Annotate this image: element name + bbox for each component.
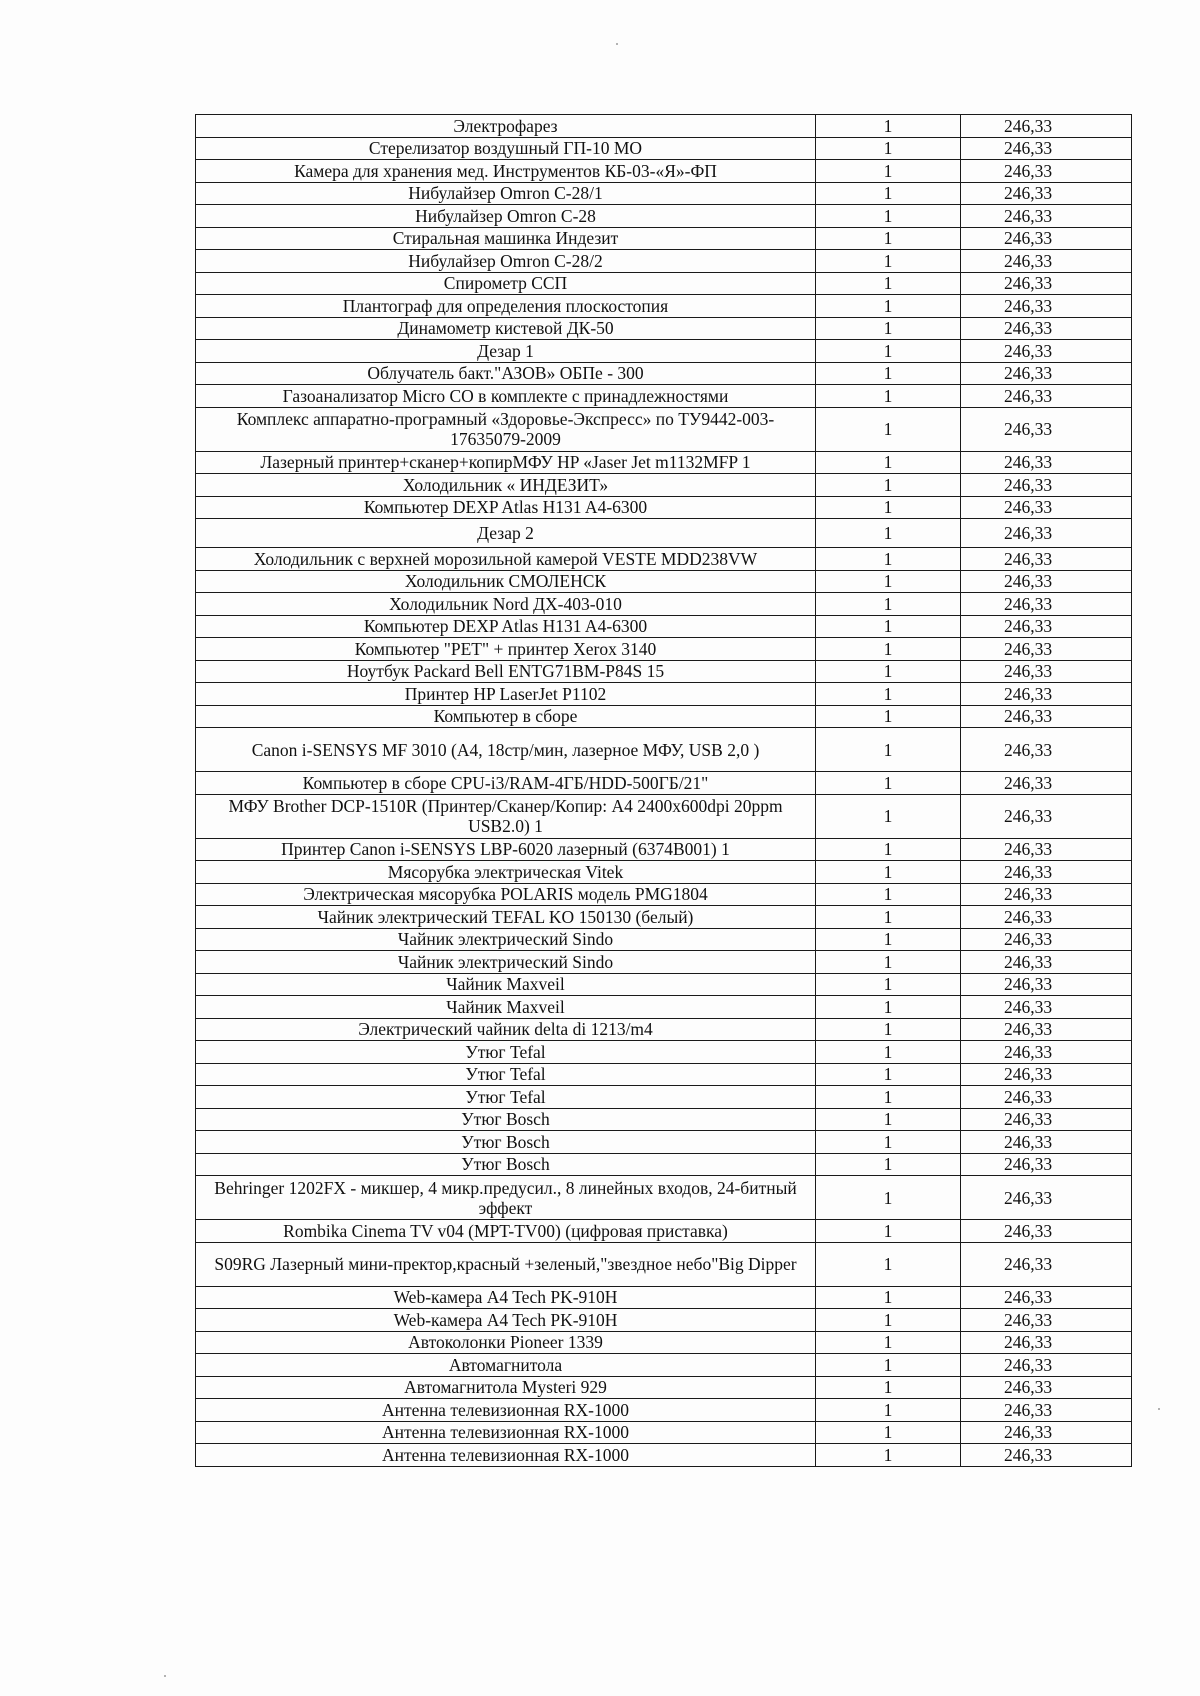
item-name-cell: Нибулайзер Omron C-28/2: [196, 250, 816, 273]
item-quantity-cell: 1: [816, 1018, 961, 1041]
item-name-cell: Облучатель бакт."АЗОВ» ОБПе - 300: [196, 362, 816, 385]
item-price-cell: 246,33: [961, 1063, 1132, 1086]
item-name-cell: Электрическая мясорубка POLARIS модель PMG1804: [196, 883, 816, 906]
item-price-cell: 246,33: [961, 1376, 1132, 1399]
table-row: [196, 1131, 1132, 1154]
item-price-cell: 246,33: [961, 407, 1132, 451]
item-price-cell: 246,33: [961, 1131, 1132, 1154]
item-quantity-cell: 1: [816, 451, 961, 474]
item-quantity-cell: 1: [816, 1220, 961, 1243]
item-price-cell: 246,33: [961, 115, 1132, 138]
item-name-cell: Принтер HP LaserJet P1102: [196, 683, 816, 706]
item-price-cell: 246,33: [961, 1242, 1132, 1286]
item-quantity-cell: 1: [816, 474, 961, 497]
item-price-cell: 246,33: [961, 1108, 1132, 1131]
item-name-cell: Холодильник « ИНДЕЗИТ»: [196, 474, 816, 497]
item-quantity-cell: 1: [816, 683, 961, 706]
item-price-cell: 246,33: [961, 451, 1132, 474]
table-row: [196, 1086, 1132, 1109]
table-row: [196, 451, 1132, 474]
item-quantity-cell: 1: [816, 1354, 961, 1377]
table-row: [196, 728, 1132, 772]
table-row: [196, 474, 1132, 497]
item-quantity-cell: 1: [816, 794, 961, 838]
item-name-cell: Холодильник СМОЛЕНСК: [196, 570, 816, 593]
item-quantity-cell: 1: [816, 660, 961, 683]
item-name-cell: Утюг Bosch: [196, 1131, 816, 1154]
item-quantity-cell: 1: [816, 906, 961, 929]
table-row: [196, 1018, 1132, 1041]
inventory-table-body: [196, 115, 1132, 1467]
inventory-table: [195, 114, 1132, 1467]
item-price-cell: 246,33: [961, 973, 1132, 996]
item-quantity-cell: 1: [816, 838, 961, 861]
item-quantity-cell: 1: [816, 772, 961, 795]
table-row: [196, 794, 1132, 838]
table-row: [196, 705, 1132, 728]
item-name-cell: Электрический чайник delta di 1213/m4: [196, 1018, 816, 1041]
table-row: [196, 615, 1132, 638]
table-row: [196, 115, 1132, 138]
item-name-cell: Утюг Tefal: [196, 1041, 816, 1064]
item-price-cell: 246,33: [961, 1399, 1132, 1422]
table-row: [196, 1444, 1132, 1467]
item-quantity-cell: 1: [816, 615, 961, 638]
table-row: [196, 1286, 1132, 1309]
item-price-cell: 246,33: [961, 883, 1132, 906]
item-quantity-cell: 1: [816, 705, 961, 728]
item-price-cell: 246,33: [961, 1018, 1132, 1041]
item-price-cell: 246,33: [961, 548, 1132, 571]
item-name-cell: Компьютер DEXP Atlas H131 A4-6300: [196, 496, 816, 519]
table-row: [196, 1376, 1132, 1399]
item-quantity-cell: 1: [816, 182, 961, 205]
item-quantity-cell: 1: [816, 1376, 961, 1399]
item-quantity-cell: 1: [816, 883, 961, 906]
item-quantity-cell: 1: [816, 385, 961, 408]
table-row: [196, 317, 1132, 340]
item-name-cell: Газоанализатор Micro CO в комплекте с принадлежностями: [196, 385, 816, 408]
item-name-cell: Behringer 1202FX - микшер, 4 микр.предусил., 8 линейных входов, 24-битный эффект: [196, 1176, 816, 1220]
item-price-cell: 246,33: [961, 906, 1132, 929]
table-row: [196, 250, 1132, 273]
item-quantity-cell: 1: [816, 1041, 961, 1064]
item-quantity-cell: 1: [816, 1176, 961, 1220]
table-row: [196, 137, 1132, 160]
table-row: [196, 638, 1132, 661]
item-quantity-cell: 1: [816, 137, 961, 160]
item-quantity-cell: 1: [816, 362, 961, 385]
item-price-cell: 246,33: [961, 705, 1132, 728]
item-quantity-cell: 1: [816, 160, 961, 183]
table-row: [196, 1331, 1132, 1354]
item-quantity-cell: 1: [816, 317, 961, 340]
item-price-cell: 246,33: [961, 1220, 1132, 1243]
item-name-cell: Плантограф для определения плоскостопия: [196, 295, 816, 318]
item-quantity-cell: 1: [816, 407, 961, 451]
item-quantity-cell: 1: [816, 1444, 961, 1467]
item-price-cell: 246,33: [961, 295, 1132, 318]
item-quantity-cell: 1: [816, 570, 961, 593]
item-name-cell: Компьютер "PET" + принтер Xerox 3140: [196, 638, 816, 661]
item-name-cell: Чайник Maxveil: [196, 973, 816, 996]
table-row: [196, 519, 1132, 548]
item-name-cell: Динамометр кистевой ДК-50: [196, 317, 816, 340]
item-quantity-cell: 1: [816, 973, 961, 996]
item-name-cell: Утюг Bosch: [196, 1108, 816, 1131]
table-row: [196, 205, 1132, 228]
item-name-cell: Дезар 1: [196, 340, 816, 363]
item-quantity-cell: 1: [816, 861, 961, 884]
item-price-cell: 246,33: [961, 794, 1132, 838]
item-name-cell: Компьютер в сборе CPU-i3/RAM-4ГБ/HDD-500ГБ/21": [196, 772, 816, 795]
item-quantity-cell: 1: [816, 996, 961, 1019]
table-row: [196, 683, 1132, 706]
item-price-cell: 246,33: [961, 227, 1132, 250]
item-name-cell: Камера для хранения мед. Инструментов КБ-03-«Я»-ФП: [196, 160, 816, 183]
item-name-cell: Автоколонки Pioneer 1339: [196, 1331, 816, 1354]
item-price-cell: 246,33: [961, 474, 1132, 497]
item-name-cell: Web-камера A4 Tech PK-910H: [196, 1309, 816, 1332]
item-name-cell: Нибулайзер Omron C-28/1: [196, 182, 816, 205]
item-name-cell: Компьютер DEXP Atlas H131 A4-6300: [196, 615, 816, 638]
item-quantity-cell: 1: [816, 1331, 961, 1354]
table-row: [196, 928, 1132, 951]
item-name-cell: Стерелизатор воздушный ГП-10 МО: [196, 137, 816, 160]
item-price-cell: 246,33: [961, 1444, 1132, 1467]
item-price-cell: 246,33: [961, 385, 1132, 408]
item-quantity-cell: 1: [816, 728, 961, 772]
item-quantity-cell: 1: [816, 1421, 961, 1444]
item-quantity-cell: 1: [816, 295, 961, 318]
table-row: [196, 1063, 1132, 1086]
item-price-cell: 246,33: [961, 317, 1132, 340]
item-name-cell: Утюг Bosch: [196, 1153, 816, 1176]
table-row: [196, 1242, 1132, 1286]
item-price-cell: 246,33: [961, 160, 1132, 183]
item-price-cell: 246,33: [961, 861, 1132, 884]
item-name-cell: Автомагнитола Mysteri 929: [196, 1376, 816, 1399]
scan-speck: [616, 43, 618, 45]
scan-speck: [1158, 1408, 1160, 1410]
table-row: [196, 295, 1132, 318]
table-row: [196, 385, 1132, 408]
table-row: [196, 182, 1132, 205]
item-quantity-cell: 1: [816, 1399, 961, 1422]
item-name-cell: МФУ Brother DCP-1510R (Принтер/Сканер/Копир: А4 2400x600dpi 20ppm USB2.0) 1: [196, 794, 816, 838]
item-price-cell: 246,33: [961, 1331, 1132, 1354]
item-price-cell: 246,33: [961, 660, 1132, 683]
item-name-cell: Дезар 2: [196, 519, 816, 548]
table-row: [196, 861, 1132, 884]
table-row: [196, 973, 1132, 996]
item-price-cell: 246,33: [961, 1354, 1132, 1377]
table-row: [196, 838, 1132, 861]
table-row: [196, 906, 1132, 929]
table-row: [196, 496, 1132, 519]
item-price-cell: 246,33: [961, 182, 1132, 205]
item-price-cell: 246,33: [961, 1041, 1132, 1064]
item-name-cell: S09RG Лазерный мини-пректор,красный +зеленый,"звездное небо"Big Dipper: [196, 1242, 816, 1286]
item-price-cell: 246,33: [961, 838, 1132, 861]
item-name-cell: Утюг Tefal: [196, 1086, 816, 1109]
item-price-cell: 246,33: [961, 272, 1132, 295]
table-row: [196, 1354, 1132, 1377]
item-price-cell: 246,33: [961, 615, 1132, 638]
table-row: [196, 996, 1132, 1019]
item-name-cell: Антенна телевизионная RX-1000: [196, 1444, 816, 1467]
item-price-cell: 246,33: [961, 1286, 1132, 1309]
item-price-cell: 246,33: [961, 1309, 1132, 1332]
item-quantity-cell: 1: [816, 115, 961, 138]
table-row: [196, 1421, 1132, 1444]
table-row: [196, 883, 1132, 906]
item-price-cell: 246,33: [961, 683, 1132, 706]
item-price-cell: 246,33: [961, 137, 1132, 160]
item-quantity-cell: 1: [816, 1309, 961, 1332]
item-quantity-cell: 1: [816, 928, 961, 951]
item-quantity-cell: 1: [816, 1242, 961, 1286]
item-quantity-cell: 1: [816, 250, 961, 273]
item-name-cell: Ноутбук Packard Bell ENTG71BM-P84S 15: [196, 660, 816, 683]
table-row: [196, 1309, 1132, 1332]
item-name-cell: Компьютер в сборе: [196, 705, 816, 728]
item-price-cell: 246,33: [961, 1421, 1132, 1444]
item-quantity-cell: 1: [816, 638, 961, 661]
scan-speck: [164, 1675, 166, 1677]
item-name-cell: Холодильник с верхней морозильной камерой VESTE MDD238VW: [196, 548, 816, 571]
item-name-cell: Утюг Tefal: [196, 1063, 816, 1086]
item-name-cell: Комплекс аппаратно-програмный «Здоровье-Экспресс» по ТУ9442-003-17635079-2009: [196, 407, 816, 451]
item-price-cell: 246,33: [961, 593, 1132, 616]
item-quantity-cell: 1: [816, 1108, 961, 1131]
table-row: [196, 570, 1132, 593]
table-row: [196, 772, 1132, 795]
item-price-cell: 246,33: [961, 638, 1132, 661]
item-name-cell: Холодильник Nord ДХ-403-010: [196, 593, 816, 616]
table-row: [196, 548, 1132, 571]
table-row: [196, 227, 1132, 250]
item-quantity-cell: 1: [816, 951, 961, 974]
item-price-cell: 246,33: [961, 1153, 1132, 1176]
table-row: [196, 593, 1132, 616]
item-quantity-cell: 1: [816, 1153, 961, 1176]
item-quantity-cell: 1: [816, 496, 961, 519]
item-price-cell: 246,33: [961, 728, 1132, 772]
item-price-cell: 246,33: [961, 340, 1132, 363]
item-name-cell: Нибулайзер Omron C-28: [196, 205, 816, 228]
item-quantity-cell: 1: [816, 519, 961, 548]
item-name-cell: Антенна телевизионная RX-1000: [196, 1399, 816, 1422]
table-row: [196, 340, 1132, 363]
item-name-cell: Чайник Maxveil: [196, 996, 816, 1019]
item-price-cell: 246,33: [961, 951, 1132, 974]
item-quantity-cell: 1: [816, 1063, 961, 1086]
item-price-cell: 246,33: [961, 1086, 1132, 1109]
table-row: [196, 1220, 1132, 1243]
item-name-cell: Электрофарез: [196, 115, 816, 138]
item-price-cell: 246,33: [961, 496, 1132, 519]
item-quantity-cell: 1: [816, 1131, 961, 1154]
table-row: [196, 1108, 1132, 1131]
table-row: [196, 1041, 1132, 1064]
item-name-cell: Стиральная машинка Индезит: [196, 227, 816, 250]
item-quantity-cell: 1: [816, 1286, 961, 1309]
item-name-cell: Чайник электрический TEFAL KO 150130 (белый): [196, 906, 816, 929]
item-name-cell: Мясорубка электрическая Vitek: [196, 861, 816, 884]
item-name-cell: Спирометр ССП: [196, 272, 816, 295]
item-name-cell: Лазерный принтер+сканер+копирМФУ HP «Jaser Jet m1132MFP 1: [196, 451, 816, 474]
item-price-cell: 246,33: [961, 205, 1132, 228]
item-name-cell: Автомагнитола: [196, 1354, 816, 1377]
item-price-cell: 246,33: [961, 250, 1132, 273]
item-price-cell: 246,33: [961, 570, 1132, 593]
item-quantity-cell: 1: [816, 593, 961, 616]
table-row: [196, 1176, 1132, 1220]
item-price-cell: 246,33: [961, 996, 1132, 1019]
item-price-cell: 246,33: [961, 362, 1132, 385]
item-name-cell: Чайник электрический Sindo: [196, 951, 816, 974]
item-name-cell: Web-камера A4 Tech PK-910H: [196, 1286, 816, 1309]
table-row: [196, 1399, 1132, 1422]
item-quantity-cell: 1: [816, 548, 961, 571]
item-price-cell: 246,33: [961, 928, 1132, 951]
table-row: [196, 160, 1132, 183]
table-row: [196, 407, 1132, 451]
item-name-cell: Canon i-SENSYS MF 3010 (A4, 18стр/мин, лазерное МФУ, USB 2,0 ): [196, 728, 816, 772]
item-price-cell: 246,33: [961, 772, 1132, 795]
table-row: [196, 1153, 1132, 1176]
item-quantity-cell: 1: [816, 205, 961, 228]
item-quantity-cell: 1: [816, 340, 961, 363]
table-row: [196, 660, 1132, 683]
table-row: [196, 272, 1132, 295]
item-quantity-cell: 1: [816, 1086, 961, 1109]
table-row: [196, 362, 1132, 385]
item-name-cell: Rombika Cinema TV v04 (MPT-TV00) (цифровая приставка): [196, 1220, 816, 1243]
item-name-cell: Антенна телевизионная RX-1000: [196, 1421, 816, 1444]
item-name-cell: Чайник электрический Sindo: [196, 928, 816, 951]
item-quantity-cell: 1: [816, 227, 961, 250]
table-row: [196, 951, 1132, 974]
item-price-cell: 246,33: [961, 1176, 1132, 1220]
item-price-cell: 246,33: [961, 519, 1132, 548]
item-name-cell: Принтер Canon i-SENSYS LBP-6020 лазерный (6374B001) 1: [196, 838, 816, 861]
item-quantity-cell: 1: [816, 272, 961, 295]
